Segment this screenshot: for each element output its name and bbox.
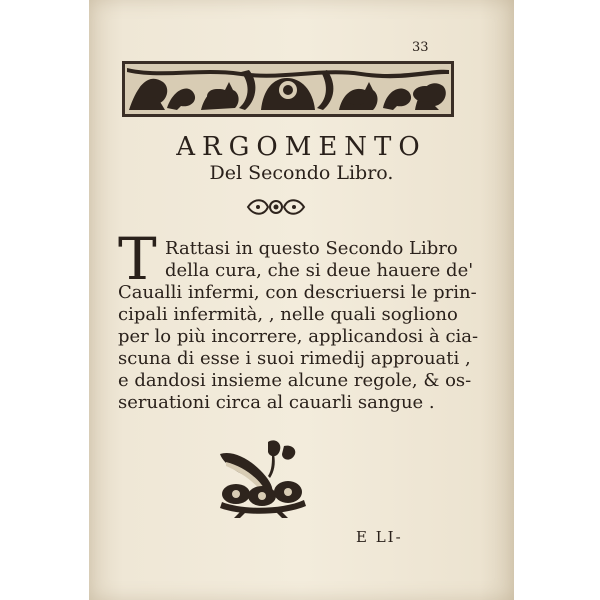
- chapter-title: ARGOMENTO: [176, 132, 427, 162]
- catchword: E LI-: [356, 528, 403, 546]
- fleuron-ornament: [244, 196, 308, 218]
- page-number: 33: [412, 40, 429, 55]
- text-line-3: Caualli infermi, con descriuersi le prin-: [118, 282, 477, 303]
- text-line-4: cipali infermità, , nelle quali sogliono: [118, 304, 458, 325]
- chapter-subtitle: Del Secondo Libro.: [209, 162, 394, 184]
- drop-cap-letter: T: [118, 225, 157, 293]
- text-line-5: per lo più incorrere, applicandosi à cia-: [118, 326, 479, 347]
- text-line-2: della cura, che si deue hauere de': [165, 260, 474, 281]
- text-line-1: Rattasi in questo Secondo Libro: [165, 238, 458, 259]
- text-line-8: seruationi circa al cauarli sangue .: [118, 392, 435, 413]
- tailpiece-woodcut-ornament: [212, 436, 312, 518]
- woodcut-header-ornament: [121, 60, 455, 118]
- text-line-7: e dandosi insieme alcune regole, & os-: [118, 370, 472, 391]
- text-line-6: scuna di esse i suoi rimedij approuati ,: [118, 348, 471, 369]
